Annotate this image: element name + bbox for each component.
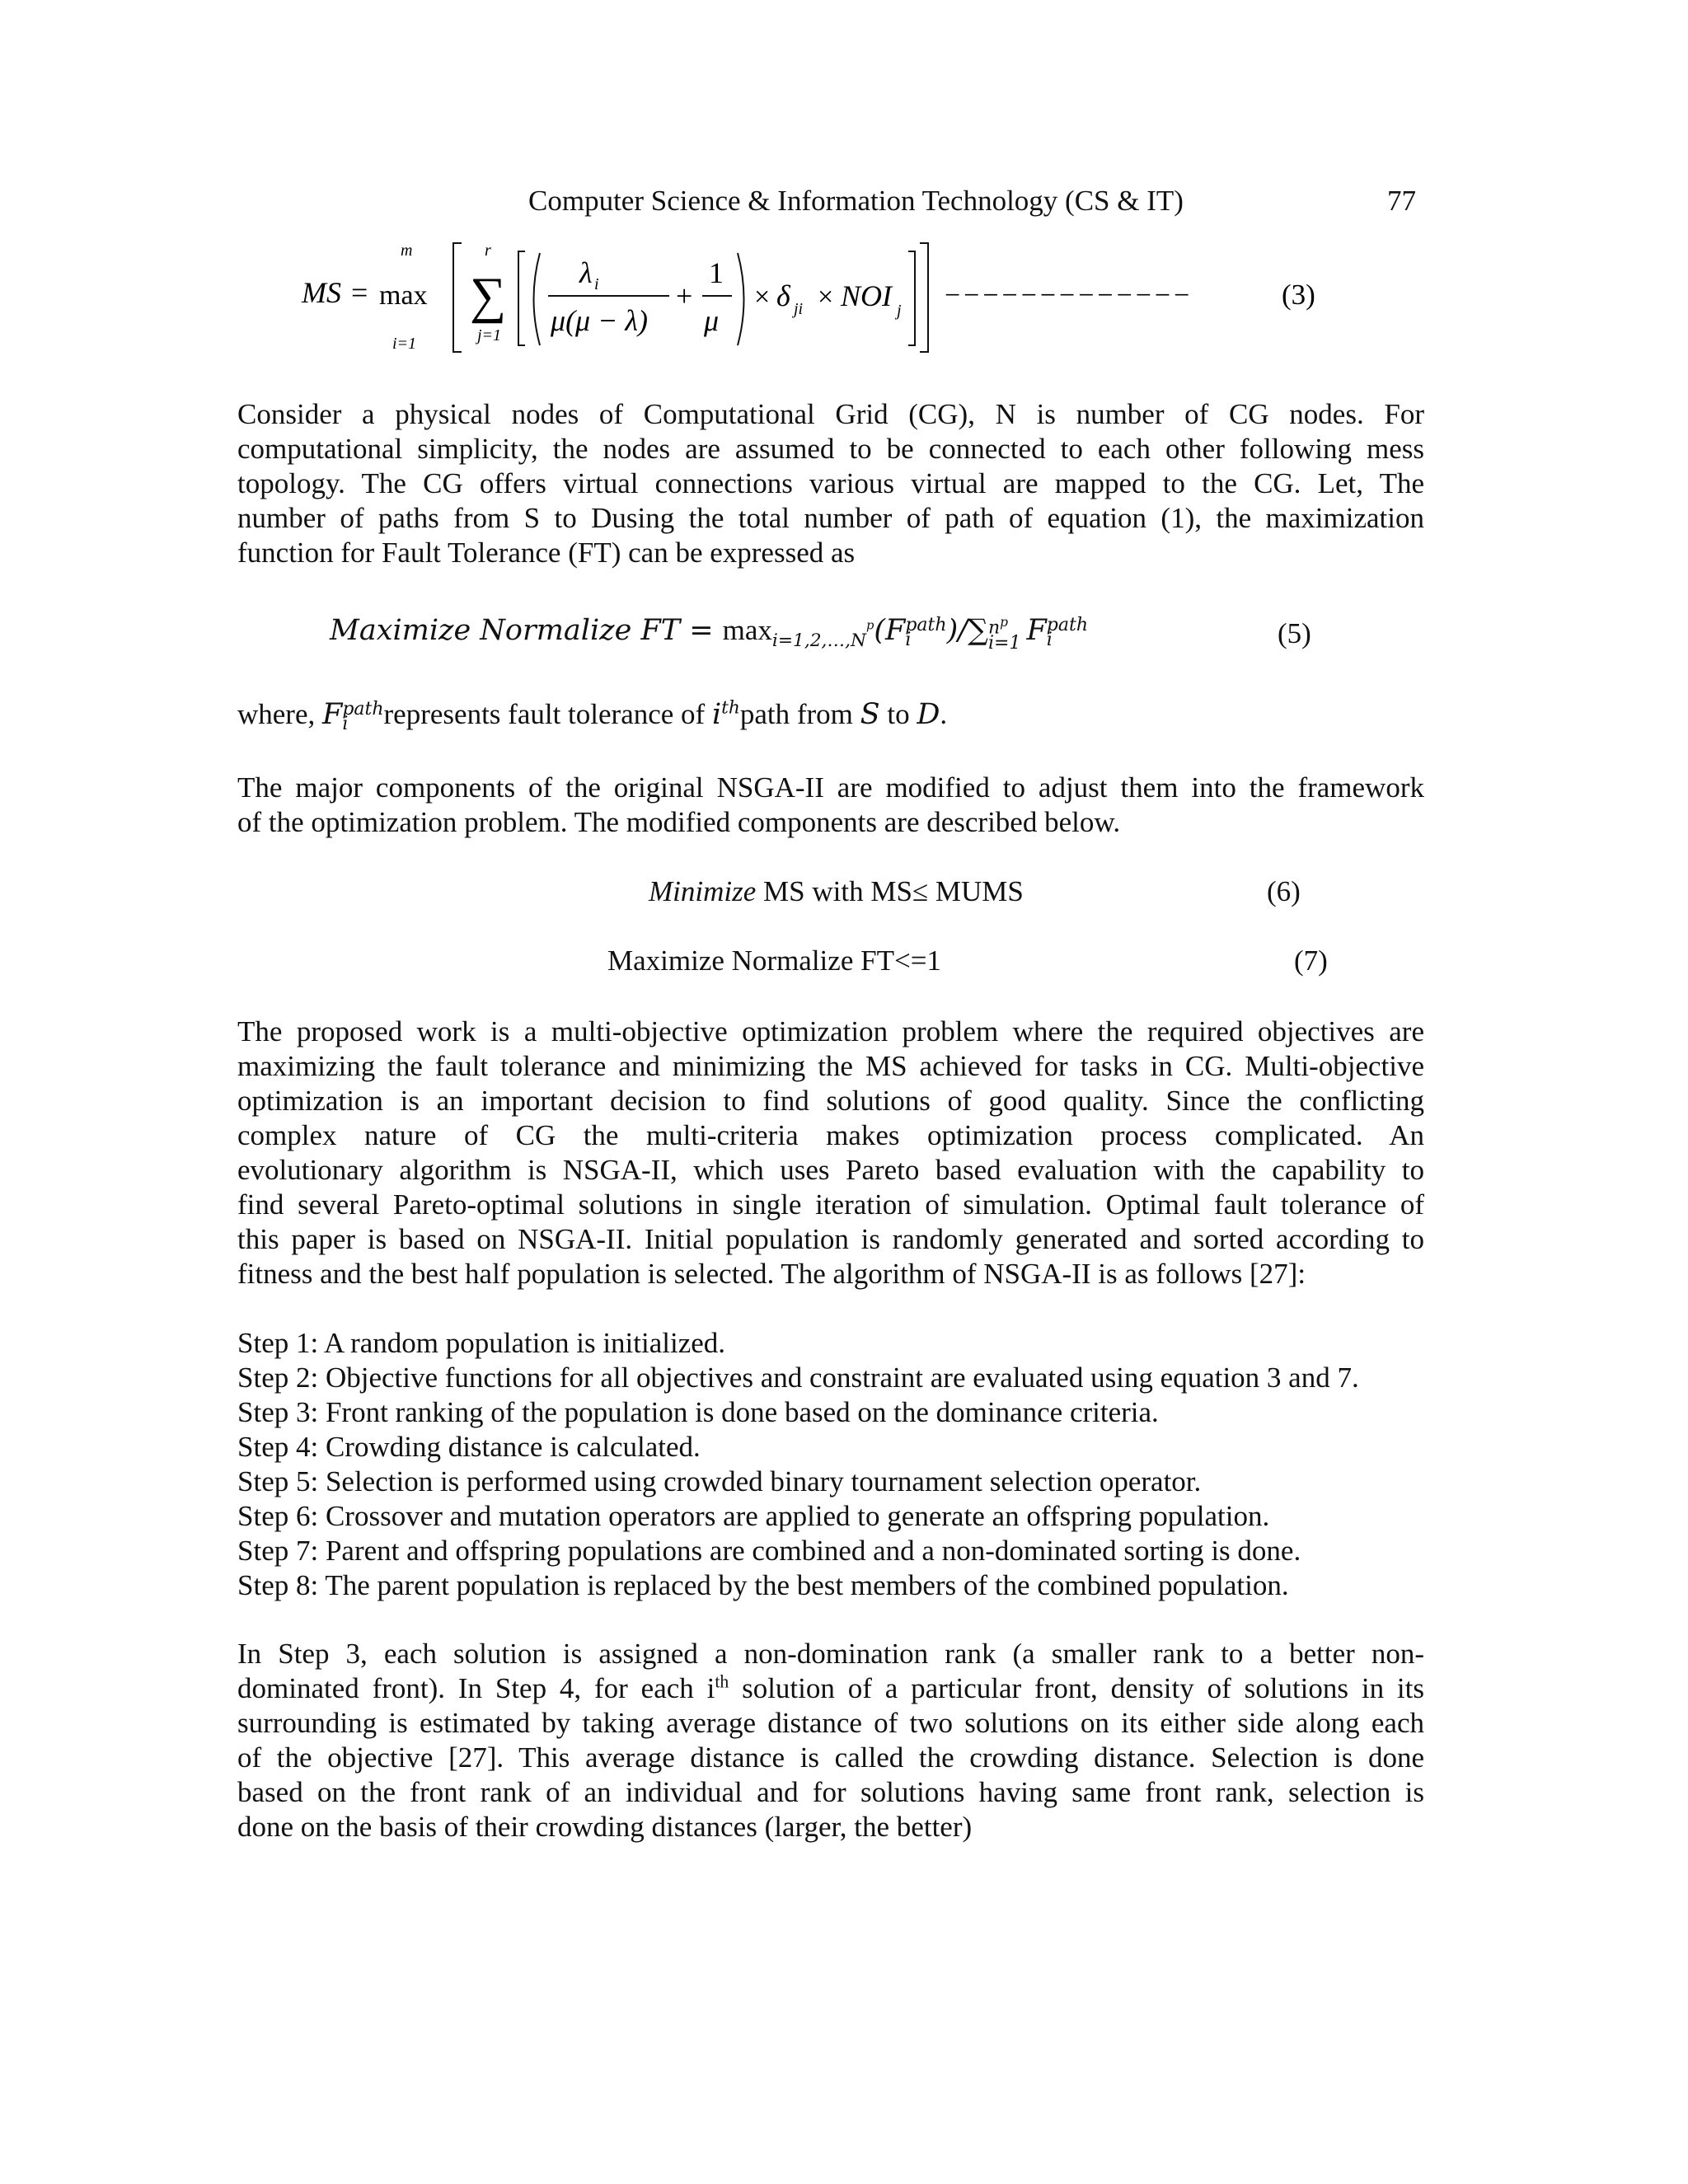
eq5-sum-sub: i=1 <box>988 632 1021 654</box>
eq3-left-paren <box>534 253 541 345</box>
equation-6 <box>649 874 1024 909</box>
eq6-minimize: Minimize <box>649 875 757 907</box>
paragraph-4-line-3: surrounding is estimated by taking average distance of two solutions on its either side along each <box>237 1707 1424 1739</box>
eq5-sum-sup2: p <box>1000 615 1009 630</box>
eq5-paren-open: (F <box>874 614 906 647</box>
eq3-max: max <box>379 280 428 311</box>
eq3-noi: NOI <box>841 279 892 312</box>
paragraph-4-line-2 <box>237 1671 1424 1706</box>
eq3-frac1-den: μ(μ − λ) <box>551 304 649 337</box>
eq5-max-sub: i=1,2,…,N <box>771 630 866 651</box>
eq3-right-bracket <box>920 243 928 352</box>
where-f: F <box>322 698 343 731</box>
where-i: i <box>711 698 722 731</box>
paragraph-1-line-3: topology. The CG offers virtual connections various virtual are mapped to the CG. Let, The <box>237 467 1424 499</box>
paragraph-1 <box>237 397 1424 570</box>
paragraph-3-line-4: complex nature of CG the multi-criteria makes optimization process complicated. An <box>237 1119 1424 1151</box>
paragraph-1-line-5: function for Fault Tolerance (FT) can be expressed as <box>237 537 856 569</box>
page-number: 77 <box>1387 185 1416 217</box>
paragraph-1-line-2: computational simplicity, the nodes are assumed to be connected to each other following mess <box>237 433 1424 465</box>
eq5-f2-sub: i <box>1046 629 1053 650</box>
paragraph-3-line-1: The proposed work is a multi-objective optimization problem where the required objectives are <box>237 1015 1424 1047</box>
paragraph-1-line-4: number of paths from S to Dusing the total number of path of equation (1), the maximization <box>237 502 1424 534</box>
paragraph-3-line-3: optimization is an important decision to find solutions of good quality. Since the conflicting <box>237 1085 1424 1117</box>
paragraph-4-line-2a: dominated front). In Step 4, for each i <box>237 1672 715 1704</box>
paragraph-3-line-2: maximizing the fault tolerance and minimizing the MS achieved for tasks in CG. Multi-objective <box>237 1050 1424 1082</box>
eq3-delta-sub: ji <box>794 300 804 318</box>
eq5-paren-close: )/∑ <box>946 614 988 647</box>
eq5-sum-sup: n <box>988 617 1001 639</box>
paragraph-4-line-2-sup: th <box>715 1671 729 1692</box>
eq3-right-paren <box>738 253 744 345</box>
algorithm-steps <box>237 1326 1474 1603</box>
eq3-frac1-num-sub: i <box>594 275 599 293</box>
eq5-max-sub-sup: p <box>865 618 874 633</box>
step-7: Step 7: Parent and offspring populations are combined and a non-dominated sorting is done. <box>237 1535 1301 1567</box>
paragraph-4-line-4: of the objective [27]. This average distance is called the crowding distance. Selection is done <box>237 1741 1424 1774</box>
eq3-number: (3) <box>1282 279 1315 311</box>
eq3-plus: + <box>676 279 693 312</box>
paragraph-1-line-1: Consider a physical nodes of Computational Grid (CG), N is number of CG nodes. For <box>237 398 1424 430</box>
paragraph-3-line-5: evolutionary algorithm is NSGA-II, which uses Pareto based evaluation with the capability to <box>237 1154 1424 1186</box>
eq5-f-sup: path <box>905 614 947 635</box>
paragraph-3-line-7: this paper is based on NSGA-II. Initial population is randomly generated and sorted according to <box>237 1223 1424 1255</box>
paragraph-4-line-6: done on the basis of their crowding distances (larger, the better) <box>237 1811 973 1843</box>
where-line <box>237 697 947 732</box>
paragraph-2-line-1: The major components of the original NSGA-II are modified to adjust them into the framework <box>237 771 1424 804</box>
eq3-sum-lower: j=1 <box>477 326 502 344</box>
eq3-times-1: × <box>754 282 771 312</box>
paragraph-2 <box>237 771 1424 840</box>
where-d: D <box>917 698 940 731</box>
eq3-inner-right-bracket <box>908 251 915 345</box>
eq3-lhs: MS <box>302 276 341 309</box>
eq5-f2: F <box>1026 614 1047 647</box>
eq5-sum-scripts <box>988 615 1021 654</box>
eq6-number: (6) <box>1267 875 1301 907</box>
eq6-rest: MS with MS≤ MUMS <box>756 875 1024 907</box>
equation-7: Maximize Normalize FT<=1 <box>607 944 941 977</box>
eq5-f-scripts <box>905 614 947 650</box>
paragraph-4-line-2b: solution of a particular front, density of solutions in its <box>729 1672 1424 1704</box>
running-header-title: Computer Science & Information Technology (CS & IT) <box>528 185 1184 217</box>
step-6: Step 6: Crossover and mutation operators are applied to generate an offspring population. <box>237 1500 1270 1532</box>
eq5-f2-sup: path <box>1046 614 1088 635</box>
eq3-max-lower: i=1 <box>392 335 417 353</box>
eq5-f2-scripts <box>1046 614 1088 650</box>
eq3-max-upper: m <box>401 241 413 260</box>
where-to: to <box>879 698 917 730</box>
paragraph-4-line-1: In Step 3, each solution is assigned a non-domination rank (a smaller rank to a better non- <box>237 1638 1424 1670</box>
step-8: Step 8: The parent population is replaced by the best members of the combined population. <box>237 1569 1289 1601</box>
where-s: S <box>860 698 880 731</box>
eq3-frac1-num: λ <box>579 256 593 289</box>
eq5-left: Maximize Normalize FT = <box>330 614 723 647</box>
eq3-dashes: −−−−−−−−−−−−− <box>945 280 1193 311</box>
equation-3 <box>288 235 1385 367</box>
eq3-noi-sub: j <box>897 302 902 320</box>
eq3-times-2: × <box>818 282 834 312</box>
paragraph-4-line-5: based on the front rank of an individual and for solutions having same front rank, selection is <box>237 1776 1424 1808</box>
step-4: Step 4: Crowding distance is calculated. <box>237 1431 701 1463</box>
where-f-sup: path <box>342 698 384 719</box>
eq5-f-sub: i <box>905 629 912 650</box>
eq3-frac2-num: 1 <box>709 256 724 289</box>
where-suffix: path from <box>739 698 860 730</box>
eq3-sum-upper: r <box>485 241 491 260</box>
eq5-max: max <box>722 614 772 646</box>
eq3-left-bracket <box>453 243 462 352</box>
step-3: Step 3: Front ranking of the population is done based on the dominance criteria. <box>237 1396 1159 1428</box>
where-i-sup: th <box>721 697 740 719</box>
eq7-number: (7) <box>1294 944 1328 977</box>
eq3-delta: δ <box>776 279 790 312</box>
where-f-scripts <box>342 698 384 734</box>
paragraph-3-line-6: find several Pareto-optimal solutions in single iteration of simulation. Optimal fault tolerance of <box>237 1188 1424 1221</box>
eq3-inner-left-bracket <box>518 251 525 345</box>
where-f-sub: i <box>342 713 349 734</box>
eq5-number: (5) <box>1278 617 1311 649</box>
eq3-equals: = <box>351 276 368 309</box>
eq3-frac2-den: μ <box>704 304 720 337</box>
step-2: Step 2: Objective functions for all objectives and constraint are evaluated using equation 3 and 7. <box>237 1361 1359 1394</box>
where-mid: represents fault tolerance of <box>383 698 712 730</box>
paragraph-2-line-2: of the optimization problem. The modified components are described below. <box>237 806 1121 838</box>
where-end: . <box>940 698 948 730</box>
step-5: Step 5: Selection is performed using crowded binary tournament selection operator. <box>237 1465 1202 1497</box>
paragraph-4 <box>237 1637 1424 1844</box>
paragraph-3 <box>237 1015 1424 1291</box>
where-prefix: where, <box>237 698 323 730</box>
paragraph-3-line-8: fitness and the best half population is selected. The algorithm of NSGA-II is as follows [27]: <box>237 1258 1306 1290</box>
equation-5 <box>330 613 1088 654</box>
eq3-sum-sign: ∑ <box>470 268 507 324</box>
step-1: Step 1: A random population is initialized. <box>237 1327 726 1359</box>
